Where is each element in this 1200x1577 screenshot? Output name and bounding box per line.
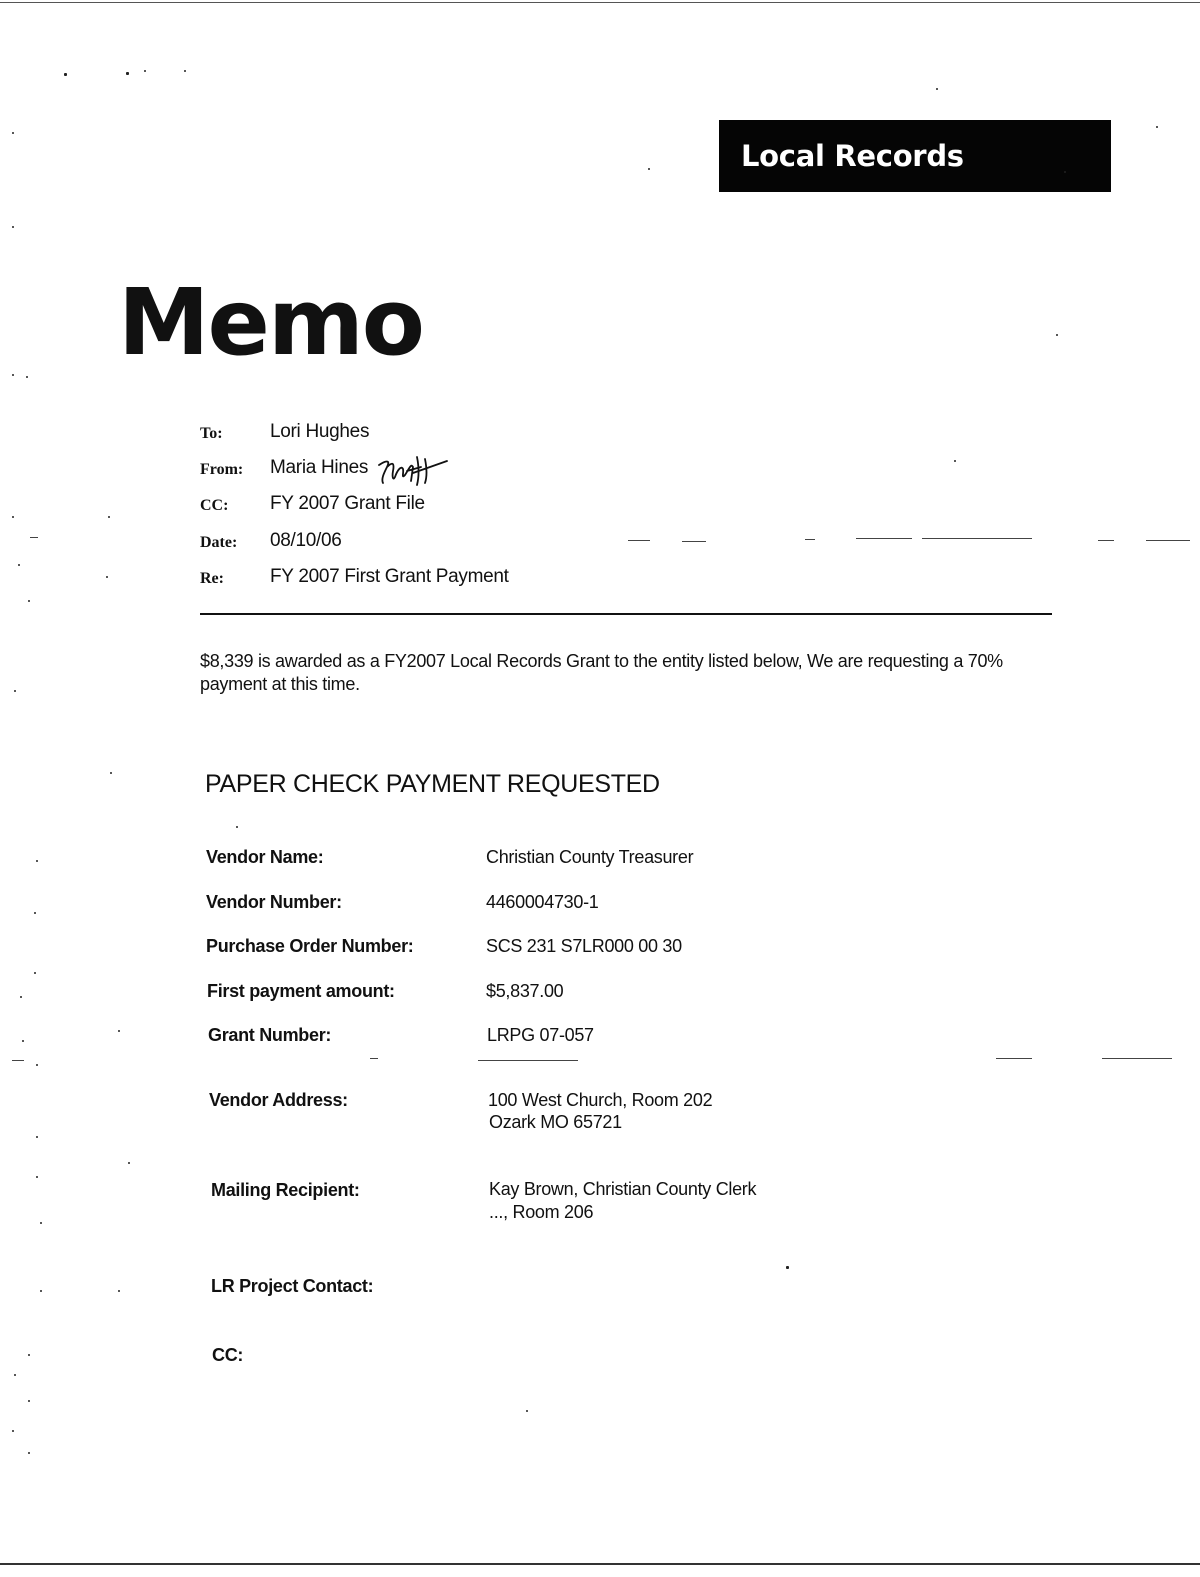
payment-section-heading: PAPER CHECK PAYMENT REQUESTED [205, 770, 660, 798]
scan-speck [12, 516, 14, 518]
scan-speck [12, 226, 14, 228]
bottom-edge-rule [0, 1563, 1200, 1565]
header-row-re [200, 566, 900, 594]
header-value-cc: FY 2007 Grant File [270, 493, 425, 514]
memo-body: $8,339 is awarded as a FY2007 Local Records Grant to the entity listed below, We are requesting a 70% payment at this time. [200, 651, 1003, 694]
scan-speck [184, 70, 186, 72]
mailing-recipient-label: Mailing Recipient: [211, 1180, 360, 1200]
memo-title: Memo [118, 269, 424, 376]
scan-speck [28, 1400, 30, 1402]
initials-signature-icon [377, 453, 457, 489]
header-row-to [200, 421, 900, 449]
scan-speck [126, 72, 129, 75]
vendor-address-line2: Ozark MO 65721 [489, 1112, 622, 1132]
scan-speck [18, 564, 20, 566]
scan-dash [805, 539, 815, 540]
scan-speck [954, 460, 956, 462]
header-value-re: FY 2007 First Grant Payment [270, 566, 509, 587]
scan-speck [12, 1430, 14, 1432]
scan-speck [936, 88, 938, 90]
scan-speck [34, 972, 36, 974]
vendor-name-label: Vendor Name: [206, 847, 324, 867]
scan-dash [1146, 540, 1190, 541]
header-divider [200, 613, 1052, 615]
vendor-address-label: Vendor Address: [209, 1090, 348, 1110]
scan-dash [12, 1060, 24, 1061]
scan-dash [628, 540, 650, 541]
top-edge-rule [0, 2, 1200, 3]
scan-speck [36, 1064, 38, 1066]
scan-speck [128, 1162, 130, 1164]
scan-speck [236, 826, 238, 828]
scan-speck [28, 1354, 30, 1356]
scan-speck [36, 860, 38, 862]
purchase-order-value: SCS 231 S7LR000 00 30 [486, 936, 682, 956]
first-payment-label: First payment amount: [207, 981, 395, 1001]
header-label-from: From: [200, 461, 244, 478]
scan-dash [30, 537, 38, 538]
scan-speck [28, 600, 30, 602]
mailing-recipient-line1: Kay Brown, Christian County Clerk [489, 1179, 757, 1199]
header-label-re: Re: [200, 570, 224, 587]
payment-cc-label: CC: [212, 1345, 244, 1365]
header-label-date: Date: [200, 534, 238, 551]
header-label-cc: CC: [200, 497, 229, 514]
scan-dash [856, 538, 912, 539]
scan-speck [12, 132, 14, 134]
header-value-from: Maria Hines [270, 457, 369, 478]
scan-speck [22, 1040, 24, 1042]
scan-speck [28, 1452, 30, 1454]
scan-speck [118, 1290, 120, 1292]
local-records-banner: Local Records [719, 120, 1111, 192]
scan-speck [106, 576, 108, 578]
scan-dash [478, 1060, 578, 1061]
scan-speck [1156, 126, 1158, 128]
vendor-number-value: 4460004730-1 [486, 892, 599, 912]
lr-project-contact-label: LR Project Contact: [211, 1276, 374, 1296]
scan-speck [648, 168, 650, 170]
scan-speck [110, 772, 112, 774]
scan-dash [1098, 540, 1114, 541]
header-value-date: 08/10/06 [270, 530, 342, 551]
grant-number-label: Grant Number: [208, 1025, 332, 1045]
scan-speck [1056, 334, 1058, 336]
grant-number-value: LRPG 07-057 [487, 1025, 594, 1045]
scan-speck [108, 516, 110, 518]
scan-speck [34, 912, 36, 914]
scan-speck [40, 1290, 42, 1292]
vendor-number-label: Vendor Number: [206, 892, 342, 912]
header-row-date [200, 530, 900, 558]
scan-speck [118, 1030, 120, 1032]
header-value-to: Lori Hughes [270, 421, 370, 442]
scan-speck [40, 1222, 42, 1224]
vendor-address-line1: 100 West Church, Room 202 [488, 1090, 713, 1110]
scan-dash [1102, 1058, 1172, 1059]
scan-speck [1064, 171, 1066, 173]
scan-speck [36, 1136, 38, 1138]
header-row-cc [200, 493, 900, 521]
scan-speck [64, 73, 67, 76]
scan-speck [12, 374, 14, 376]
scan-dash [922, 538, 1032, 539]
first-payment-value: $5,837.00 [486, 981, 564, 1001]
purchase-order-label: Purchase Order Number: [206, 936, 414, 956]
scan-speck [526, 1410, 528, 1412]
scan-speck [786, 1266, 789, 1269]
scan-dash [370, 1058, 378, 1059]
scan-dash [682, 541, 706, 542]
scan-speck [20, 996, 22, 998]
scan-speck [14, 690, 16, 692]
scan-speck [14, 1374, 16, 1376]
header-label-to: To: [200, 425, 223, 442]
scan-speck [144, 70, 146, 72]
mailing-recipient-line2: ..., Room 206 [489, 1202, 594, 1222]
vendor-name-value: Christian County Treasurer [486, 847, 694, 867]
header-row-from [200, 457, 900, 485]
scan-speck [26, 376, 28, 378]
scan-speck [36, 1176, 38, 1178]
scan-dash [996, 1058, 1032, 1059]
